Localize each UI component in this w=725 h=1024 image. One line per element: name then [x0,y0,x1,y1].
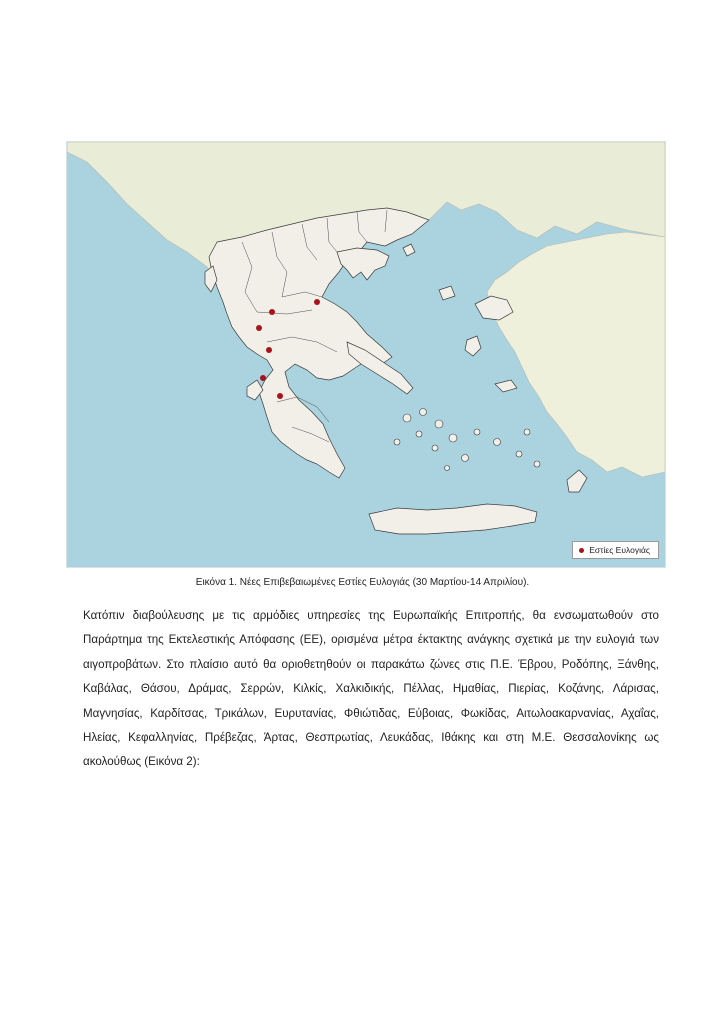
cyclades [394,409,540,471]
body-paragraph: Κατόπιν διαβούλευσης με τις αρμόδιες υπηρεσίες της Ευρωπαϊκής Επιτροπής, θα ενσωματωθούν στο Παράρτημα της Εκτελεστικής Απόφασης (ΕΕ), ορισμένα μέτρα έκτακτης ανάγκης σχετικά με την ευλογιά των αιγοπροβάτων. Στο πλαίσιο αυτό θα οριοθετηθούν οι παρακάτω ζώνες στις Π.Ε. Έβρου, Ροδόπης, Ξάνθης, Καβάλας, Θάσου, Δράμας, Σερρών, Κιλκίς, Χαλκιδικής, Πέλλας, Ημαθίας, Πιερίας, Κοζάνης, Λάρισας, Μαγνησίας, Καρδίτσας, Τρικάλων, Ευρυτανίας, Φθιώτιδας, Εύβοιας, Φωκίδας, Αιτωλοακαρνανίας, Αχαΐας, Ηλείας, Κεφαλληνίας, Πρέβεζας, Άρτας, Θεσπρωτίας, Λευκάδας, Ιθάκης και στη Μ.Ε. Θεσσαλονίκης ως ακολούθως (Εικόνα 2): [83,609,659,769]
map-canvas [67,142,665,567]
map-legend [572,541,659,559]
outbreak-point [256,325,262,331]
crete [369,504,537,534]
outbreak-marker-icon [579,548,584,553]
samos [495,380,517,392]
outbreak-map [66,141,666,568]
chalkidiki [337,248,389,280]
figure-caption: Εικόνα 1. Νέες Επιβεβαιωμένες Εστίες Ευλογιάς (30 Μαρτίου-14 Απριλίου). [195,577,530,588]
legend-label: Εστίες Ευλογιάς [589,545,650,555]
outbreak-point [314,299,320,305]
mainland-turkey [487,232,665,477]
outbreak-point [260,375,266,381]
rhodes [567,470,587,492]
limnos [439,286,455,300]
chios [465,336,481,356]
outbreak-point [266,347,272,353]
outbreak-point [277,393,283,399]
thasos [403,244,415,256]
outbreak-point [269,309,275,315]
